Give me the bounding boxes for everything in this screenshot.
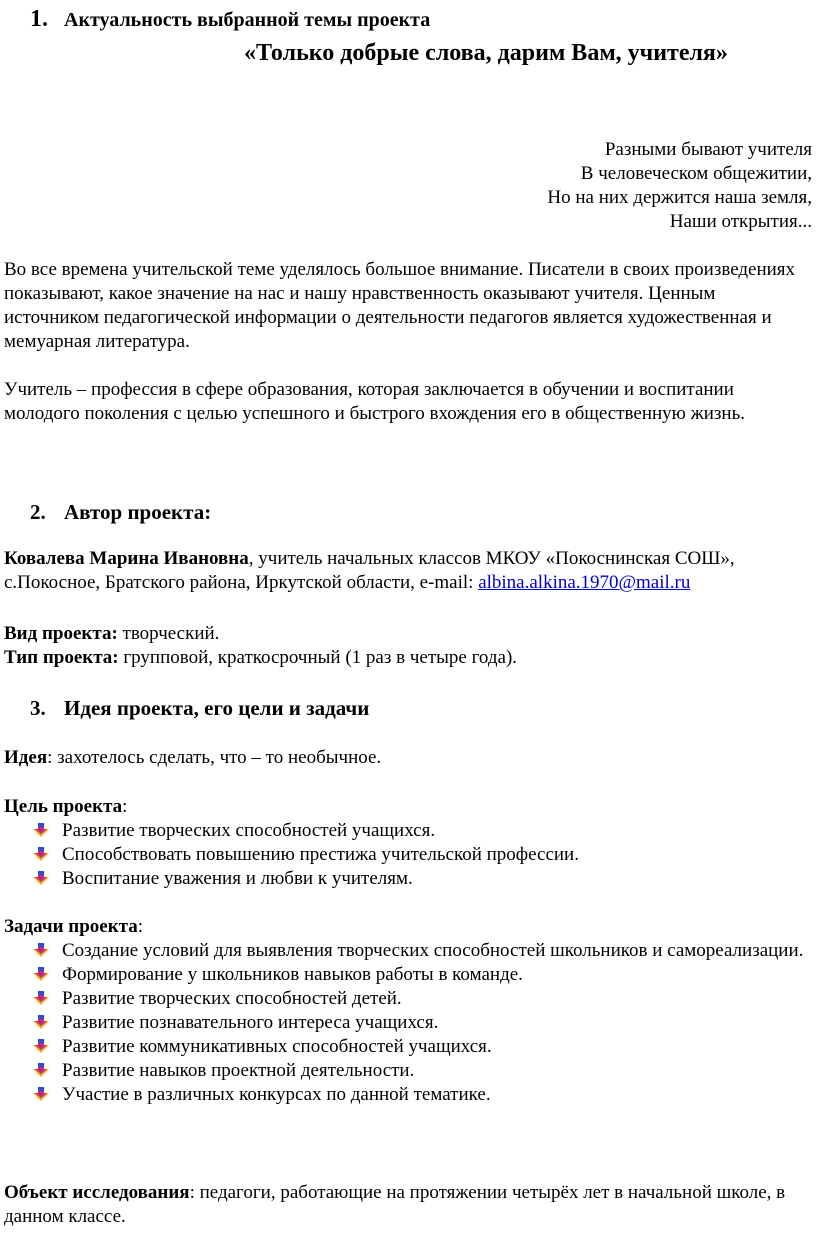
goal-item-text: Развитие творческих способностей учащихся. [62, 820, 436, 841]
section-1-title: Актуальность выбранной темы проекта [64, 9, 431, 31]
bullet-arrow-icon [32, 871, 50, 885]
idea-line [4, 746, 381, 770]
goal-colon: : [122, 796, 128, 817]
project-kind-value: групповой, краткосрочный (1 раз в четыре года). [118, 647, 518, 668]
bullet-arrow-icon [32, 823, 50, 837]
task-item [30, 939, 810, 963]
task-list [30, 939, 810, 1107]
email-link[interactable]: albina.alkina.1970@mail.ru [478, 572, 691, 593]
author-info [4, 547, 812, 595]
poem-line: Наши открытия... [669, 211, 812, 232]
section-3-number: 3. [30, 696, 46, 720]
section-3-title: Идея проекта, его цели и задачи [64, 696, 370, 720]
goal-label: Цель проекта [4, 796, 123, 817]
bullet-arrow-icon [32, 847, 50, 861]
project-type-value: творческий. [117, 623, 220, 644]
tasks-heading [4, 915, 143, 939]
task-item [30, 1059, 810, 1083]
author-details: , учитель начальных классов МКОУ «Покоснинская СОШ», с.Покосное, Братского района, Иркутской области, e-mail: [4, 548, 735, 593]
project-kind-label: Тип проекта: [4, 647, 119, 668]
task-item-text: Развитие познавательного интереса учащихся. [62, 1012, 439, 1033]
task-item-text: Участие в различных конкурсах по данной тематике. [62, 1084, 491, 1105]
research-object-value: : педагоги, работающие на протяжении четырёх лет в начальной школе, в данном классе. [4, 1182, 786, 1227]
bullet-arrow-icon [32, 1063, 50, 1077]
project-subtitle: «Только добрые слова, дарим Вам, учителя» [244, 40, 728, 66]
task-item [30, 963, 810, 987]
poem-line: Но на них держится наша земля, [547, 187, 812, 208]
section-2-title: Автор проекта: [64, 500, 212, 524]
paragraph-teacher-definition: Учитель – профессия в сфере образования, которая заключается в обучении и воспитании молодого поколения с целью успешного и быстрого вхождения его в общественную жизнь. [4, 379, 745, 424]
task-item [30, 1035, 810, 1059]
project-type-label: Вид проекта: [4, 623, 118, 644]
author-name: Ковалева Марина Ивановна [4, 548, 249, 569]
task-item [30, 987, 810, 1011]
bullet-arrow-icon [32, 943, 50, 957]
section-2-number: 2. [30, 500, 46, 524]
project-kind-line [4, 646, 517, 670]
project-type-line [4, 622, 219, 646]
goal-item-text: Способствовать повышению престижа учительской профессии. [62, 844, 579, 865]
research-object-label: Объект исследования [4, 1182, 190, 1203]
goal-heading [4, 795, 127, 819]
tasks-label: Задачи проекта [4, 916, 138, 937]
task-item-text: Создание условий для выявления творческих способностей школьников и самореализации. [62, 940, 804, 961]
goal-item [30, 843, 810, 867]
task-item-text: Формирование у школьников навыков работы в команде. [62, 964, 523, 985]
tasks-colon: : [137, 916, 144, 937]
idea-value: : захотелось сделать, что – то необычное. [47, 747, 382, 768]
task-item-text: Развитие коммуникативных способностей учащихся. [62, 1036, 492, 1057]
poem-line: В человеческом общежитии, [580, 163, 812, 184]
task-item-text: Развитие навыков проектной деятельности. [62, 1060, 415, 1081]
task-item [30, 1083, 810, 1107]
goal-item-text: Воспитание уважения и любви к учителям. [62, 868, 413, 889]
bullet-arrow-icon [32, 967, 50, 981]
bullet-arrow-icon [32, 1087, 50, 1101]
goal-item [30, 867, 810, 891]
bullet-arrow-icon [32, 1015, 50, 1029]
task-item [30, 1011, 810, 1035]
research-object [4, 1181, 812, 1229]
goal-list [30, 819, 810, 891]
goal-item [30, 819, 810, 843]
paragraph-teacher-theme: Во все времена учительской теме уделялось большое внимание. Писатели в своих произведениях показывают, какое значение на нас и нашу нравственность оказывают учителя. Ценным источником педагогической информации о деятельности педагогов является художественная и мемуарная литература. [4, 259, 796, 352]
task-item-text: Развитие творческих способностей детей. [62, 988, 402, 1009]
idea-label: Идея [4, 747, 48, 768]
section-1-number: 1. [30, 6, 48, 32]
poem-line: Разными бывают учителя [604, 139, 812, 160]
bullet-arrow-icon [32, 1039, 50, 1053]
bullet-arrow-icon [32, 991, 50, 1005]
